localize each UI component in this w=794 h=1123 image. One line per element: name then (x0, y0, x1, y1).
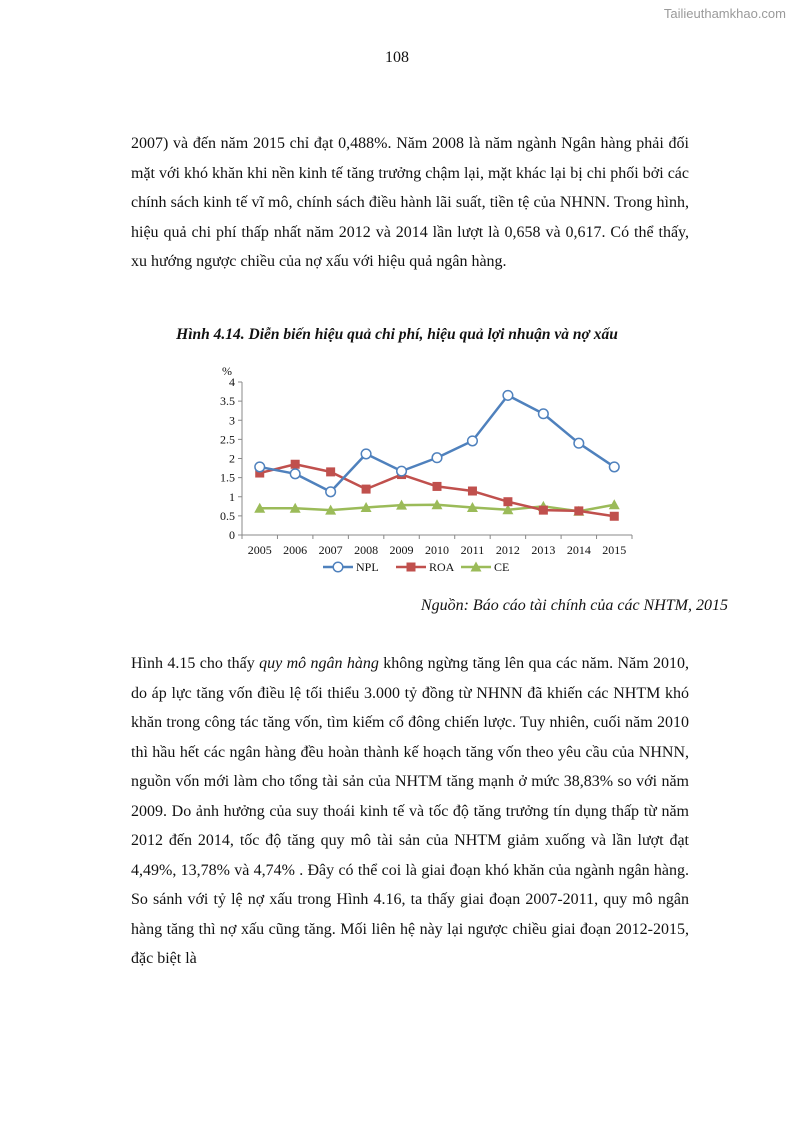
data-point-npl (574, 438, 584, 448)
data-point-roa (468, 487, 477, 496)
figure-caption: Hình 4.14. Diễn biến hiệu quả chi phí, hiệu quả lợi nhuận và nợ xấu (176, 326, 618, 343)
x-tick-label: 2013 (531, 543, 556, 557)
paragraph-2-emphasis: quy mô ngân hàng (259, 655, 379, 672)
data-point-roa (362, 485, 371, 494)
x-tick-label: 2006 (283, 543, 308, 557)
watermark: Tailieuthamkhao.com (663, 6, 786, 21)
series-line-npl (260, 395, 615, 491)
legend-marker-npl (333, 562, 343, 572)
data-point-npl (255, 462, 265, 472)
paragraph-2 (131, 649, 689, 974)
legend-label-npl: NPL (356, 560, 379, 574)
line-chart (205, 362, 645, 587)
y-tick-label: 1 (229, 489, 235, 504)
data-point-roa (574, 506, 583, 515)
data-point-roa (610, 512, 619, 521)
data-point-npl (397, 466, 407, 476)
data-point-npl (609, 462, 619, 472)
data-point-roa (433, 482, 442, 491)
x-tick-label: 2008 (354, 543, 379, 557)
paragraph-2-start: Hình 4.15 cho thấy (131, 655, 260, 672)
data-point-roa (539, 506, 548, 515)
data-point-roa (326, 467, 335, 476)
y-tick-label: 0.5 (220, 508, 235, 523)
x-tick-label: 2014 (566, 543, 591, 557)
data-point-roa (291, 460, 300, 469)
y-tick-label: 0 (229, 528, 235, 542)
data-point-npl (361, 449, 371, 459)
x-tick-label: 2015 (602, 543, 627, 557)
y-tick-label: 3 (229, 413, 235, 428)
x-tick-label: 2005 (247, 543, 272, 557)
x-tick-label: 2012 (495, 543, 520, 557)
data-point-npl (539, 409, 549, 419)
data-point-roa (503, 497, 512, 506)
y-tick-label: 2.5 (220, 432, 235, 447)
data-point-npl (503, 391, 513, 401)
y-tick-label: 2 (229, 451, 235, 466)
x-tick-label: 2007 (318, 543, 343, 557)
y-axis-label: % (222, 364, 232, 378)
y-tick-label: 1.5 (220, 470, 235, 485)
data-point-npl (432, 453, 442, 463)
legend-label-ce: CE (494, 560, 510, 574)
x-tick-label: 2009 (389, 543, 414, 557)
x-tick-label: 2011 (460, 543, 485, 557)
data-point-npl (290, 469, 300, 479)
data-point-npl (468, 436, 478, 446)
x-tick-label: 2010 (425, 543, 449, 557)
legend-label-roa: ROA (429, 560, 455, 574)
y-tick-label: 3.5 (220, 394, 235, 409)
figure-source: Nguồn: Báo cáo tài chính của các NHTM, 2015 (420, 597, 728, 614)
paragraph-2-rest: không ngừng tăng lên qua các năm. Năm 2010, do áp lực tăng vốn điều lệ tối thiểu 3.000 tỷ đồng từ NHNN đã khiến các NHTM khó khăn trong công tác tăng vốn, tìm kiếm cổ đông chiến lược. Tuy nhiên, cuối năm 2010 thì hầu hết các ngân hàng đều hoàn thành kế hoạch tăng vốn theo yêu cầu của NHNN, nguồn vốn mới làm cho tổng tài sản của NHTM tăng mạnh ở mức 38,83% so với năm 2009. Do ảnh hưởng của suy thoái kinh tế và tốc độ tăng trưởng tín dụng thấp từ năm 2012 đến 2014, tốc độ tăng quy mô tài sản của NHTM giảm xuống và lần lượt đạt 4,49%, 13,78% và 4,74% . Đây có thể coi là giai đoạn khó khăn của ngành ngân hàng. So sánh với tỷ lệ nợ xấu trong Hình 4.16, ta thấy giai đoạn 2007-2011, quy mô ngân hàng tăng thì nợ xấu cũng tăng. Mối liên hệ này lại ngược chiều giai đoạn 2012-2015, đặc biệt là (131, 655, 690, 967)
y-tick-label: 4 (229, 375, 235, 389)
data-point-npl (326, 487, 336, 497)
paragraph-1: 2007) và đến năm 2015 chỉ đạt 0,488%. Năm 2008 là năm ngành Ngân hàng phải đối mặt với khó khăn khi nền kinh tế tăng trưởng chậm lại, mặt khác lại bị chi phối bởi các chính sách kinh tế vĩ mô, chính sách điều hành lãi suất, tiền tệ của NHNN. Trong hình, hiệu quả chi phí thấp nhất năm 2012 và 2014 lần lượt là 0,658 và 0,617. Có thể thấy, xu hướng ngược chiều của nợ xấu với hiệu quả ngân hàng. (131, 135, 689, 270)
page-number: 108 (385, 49, 409, 66)
legend-marker-roa (407, 563, 416, 572)
